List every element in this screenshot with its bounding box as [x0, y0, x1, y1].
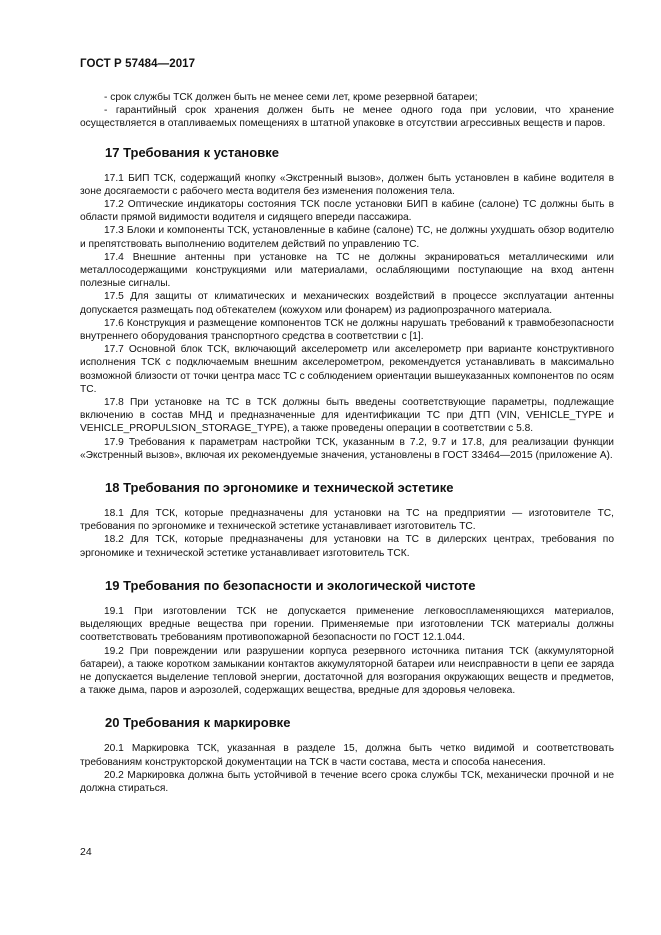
- paragraph: 17.4 Внешние антенны при установке на ТС не должны экранироваться металлическими или металлосодержащими конструкциями или материалами, ослабляющими поступающие на вход антенн полезные сигналы.: [80, 251, 614, 290]
- paragraph: 18.1 Для ТСК, которые предназначены для установки на ТС на предприятии — изготовителе ТС, требования по эргономике и технической эстетике устанавливает изготовитель ТС.: [80, 508, 614, 533]
- intro-item: - срок службы ТСК должен быть не менее семи лет, кроме резервной батареи;: [104, 92, 478, 103]
- page-number: 24: [80, 846, 92, 858]
- paragraph: 19.1 При изготовлении ТСК не допускается применение легковоспламеняющихся материалов, выделяющих вредные вещества при горении. Применяемые при изготовлении ТСК материалы должны соответствовать требованиям противопожарной безопасности по ГОСТ 12.1.044.: [80, 605, 614, 644]
- section-title: 19 Требования по безопасности и экологической чистоте: [105, 577, 476, 593]
- paragraph: 17.5 Для защиты от климатических и механических воздействий в процессе эксплуатации антенны допускается размещать под обтекателем (кожухом или фонарем) из радиопрозрачного материала.: [80, 291, 614, 316]
- paragraph: 17.6 Конструкция и размещение компонентов ТСК не должны нарушать требований к травмобезопасности внутреннего оборудования транспортного средства в соответствии с [1].: [80, 317, 614, 343]
- section-title: 18 Требования по эргономике и технической эстетике: [105, 480, 454, 496]
- paragraph: 17.1 БИП ТСК, содержащий кнопку «Экстренный вызов», должен быть установлен в кабине водителя в зоне досягаемости с рабочего места водителя без изменения положения тела.: [80, 172, 614, 197]
- paragraph: 17.8 При установке на ТС в ТСК должны быть введены соответствующие параметры, подлежащие включению в состав МНД и предназначенные для идентификации ТС при ДТП (VIN, VEHICLE_TYPE и VEHICLE_PROPULSION_STORAGE_TYPE), а также проведены операции в соответствии с 5.8.: [80, 397, 614, 435]
- paragraph: 18.2 Для ТСК, которые предназначены для установки на ТС в дилерских центрах, требования по эргономике и технической эстетике устанавливает изготовитель ТСК.: [80, 534, 614, 559]
- standard-header: ГОСТ Р 57484—2017: [80, 58, 196, 70]
- paragraph: 17.7 Основной блок ТСК, включающий акселерометр или акселерометр при варианте конструктивного исполнения ТСК с подключаемым внешним акселерометром, рекомендуется устанавливать в максимально возможной близости от точки центра масс ТС с соблюдением ориентации вышеуказанных компонентов по осям ТС.: [80, 344, 614, 395]
- page-content: [80, 91, 614, 795]
- paragraph: 20.1 Маркировка ТСК, указанная в разделе 15, должна быть четко видимой и соответствовать требованиям конструкторской документации на ТСК в части состава, места и способа нанесения.: [80, 743, 614, 768]
- paragraph: 17.3 Блоки и компоненты ТСК, установленные в кабине (салоне) ТС, не должны ухудшать обзор водителю и препятствовать выполнению водителем действий по управлению ТС.: [80, 225, 614, 250]
- paragraph: 19.2 При повреждении или разрушении корпуса резервного источника питания ТСК (аккумуляторной батареи), а также коротком замыкании контактов аккумуляторной батареи или неисправности в цепи ее заряда не допускается выделение тепловой энергии, достаточной для возгорания окружающих веществ и предметов, а также дыма, паров и аэрозолей, содержащих вещества, вредные для здоровья человека.: [80, 645, 614, 697]
- intro-item: - гарантийный срок хранения должен быть не менее одного года при условии, что хранение осуществляется в отапливаемых помещениях в штатной упаковке в отсутствии агрессивных веществ и паров.: [80, 105, 614, 130]
- section-title: 20 Требования к маркировке: [105, 715, 291, 731]
- paragraph: 17.9 Требования к параметрам настройки ТСК, указанным в 7.2, 9.7 и 17.8, для реализации функции «Экстренный вызов», включая их рекомендуемые значения, установлены в ГОСТ 33464—2015 (приложение А).: [80, 436, 614, 461]
- paragraph: 20.2 Маркировка должна быть устойчивой в течение всего срока службы ТСК, механически прочной и не должна стираться.: [80, 769, 614, 794]
- paragraph: 17.2 Оптические индикаторы состояния ТСК после установки БИП в кабине (салоне) ТС должны быть в области прямой видимости водителя и сидящего впереди пассажира.: [80, 199, 614, 224]
- section-title: 17 Требования к установке: [105, 144, 279, 160]
